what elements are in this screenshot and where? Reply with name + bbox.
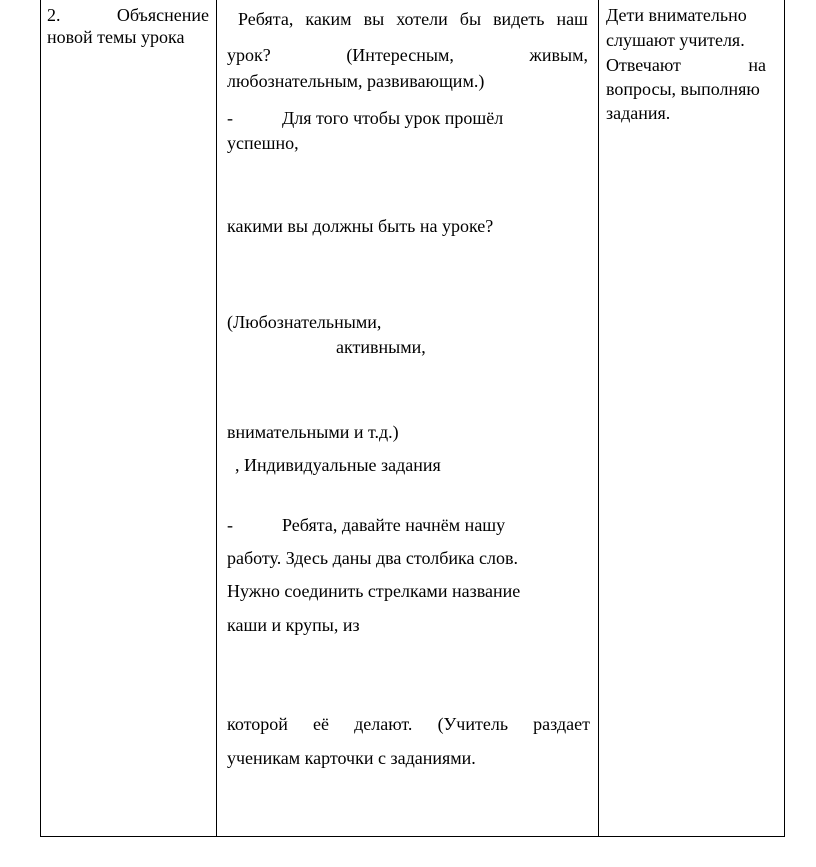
students-text-line: Дети внимательно <box>606 5 747 25</box>
teacher-text-line: ученикам карточки с заданиями. <box>227 748 476 768</box>
teacher-text-line: Ребята, давайте начнём нашу <box>282 515 506 535</box>
teacher-text-line: урок? (Интересным, живым, <box>227 45 588 65</box>
teacher-text-line: успешно, <box>227 133 299 153</box>
column-divider-1 <box>216 0 217 837</box>
students-text-line: вопросы, выполняю <box>606 79 760 99</box>
teacher-text-line: каши и крупы, из <box>227 615 360 635</box>
teacher-text-line: (Любознательными, <box>227 312 382 332</box>
teacher-text-line: какими вы должны быть на уроке? <box>227 216 494 236</box>
teacher-text-line: внимательными и т.д.) <box>227 422 399 442</box>
students-text-line: задания. <box>606 103 671 123</box>
dash-marker: - <box>227 108 233 128</box>
column-divider-2 <box>598 0 599 837</box>
teacher-text-line: работу. Здесь даны два столбика слов. <box>227 548 518 568</box>
teacher-text-line: Для того чтобы урок прошёл <box>282 108 504 128</box>
teacher-text-line: активными, <box>336 337 426 357</box>
teacher-text-line: Ребята, каким вы хотели бы видеть наш <box>238 9 588 29</box>
teacher-text-line: , Индивидуальные задания <box>235 455 441 475</box>
stage-title-line2: новой темы урока <box>47 27 185 47</box>
dash-marker: - <box>227 515 233 535</box>
students-text-line: Отвечают на <box>606 55 766 75</box>
students-text-line: слушают учителя. <box>606 30 745 50</box>
stage-title-line1 <box>47 4 209 26</box>
teacher-text-line: любознательным, развивающим.) <box>227 71 485 91</box>
stage-title-word: Объяснение <box>116 5 209 25</box>
teacher-text-line: которой её делают. (Учитель раздает <box>227 714 590 734</box>
teacher-text-line: Нужно соединить стрелками название <box>227 581 521 601</box>
stage-number: 2. <box>47 5 61 25</box>
